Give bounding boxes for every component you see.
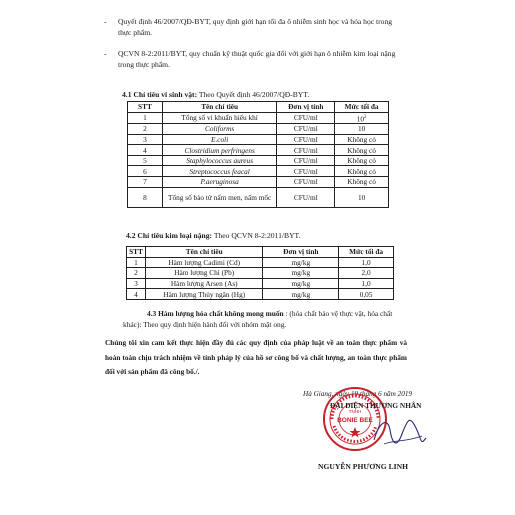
col-header-name: Tên chỉ tiêu (145, 247, 262, 258)
table-row: 3 E.coli CFU/ml Không có (128, 134, 389, 145)
col-header-name: Tên chỉ tiêu (162, 102, 277, 113)
col-header-stt: STT (127, 247, 146, 258)
table-row: 3 Hàm lượng Arsen (As) mg/kg 1,0 (127, 278, 394, 289)
microbiology-table (127, 101, 389, 208)
section-4-1-heading: 4.1 Chỉ tiêu vi sinh vật: Theo Quyết định 46/2007/QĐ-BYT. (122, 90, 310, 99)
representative-name: NGUYỄN PHƯƠNG LINH (318, 462, 409, 471)
table-row: 2 Hàm lượng Chì (Pb) mg/kg 2,0 (127, 268, 394, 279)
table-header-row (127, 247, 394, 258)
col-header-unit: Đơn vị tính (263, 247, 339, 258)
table-row: 1 Tổng số vi khuẩn hiếu khí CFU/ml $10^2$ (128, 112, 389, 123)
table-row: 6 Streptococcus feacal CFU/ml Không có (128, 166, 389, 177)
regulation-bullet-2: - QCVN 8-2:2011/BYT, quy chuẩn kỹ thuật quốc gia đối với giới hạn ô nhiễm kim loại nặng trong thực phẩm. (104, 49, 396, 69)
col-header-max: Mức tối đa (335, 102, 389, 113)
commitment-paragraph: Chúng tôi xin cam kết thực hiện đầy đủ các quy định của pháp luật về an toàn thực phẩm và hoàn toàn chịu trách nhiệm về tính pháp lý của hồ sơ công bố và chất lượng, an toàn thực phẩm đối với sản phẩm đã công bố./. (105, 338, 407, 376)
table-row: 4 Clostridium perfringens CFU/ml Không có (128, 145, 389, 156)
table-header-row (128, 102, 389, 113)
place-date: Hà Giang, ngày 19 tháng 6 năm 2019 (303, 390, 413, 398)
bullet-dash: - (104, 49, 107, 58)
heavy-metals-table (126, 246, 394, 300)
regulation-bullet-1: - Quyết định 46/2007/QĐ-BYT, quy định giới hạn tối đa ô nhiễm sinh học và hóa học trong thực phẩm. (104, 17, 393, 37)
col-header-unit: Đơn vị tính (277, 102, 335, 113)
table-row: 2 Coliforms CFU/ml 10 (128, 124, 389, 135)
section-4-2-heading: 4.2 Chỉ tiêu kim loại nặng: Theo QCVN 8-2:2011/BYT. (126, 231, 301, 240)
section-4-3-line-2: khác): Theo quy định hiện hành đối với nhóm mặt ong. (123, 320, 287, 329)
section-4-3-line-1: 4.3 Hàm lượng hóa chất không mong muốn : (hóa chất bảo vệ thực vật, hóa chất (147, 309, 393, 318)
table-row: 8 Tổng số bào tử nấm men, nấm mốc CFU/ml 10 (128, 187, 389, 207)
table-row: 5 Staphylococcus aureus CFU/ml Không có (128, 155, 389, 166)
representative-title: ĐẠI DIỆN THƯƠNG NHÂN (330, 401, 422, 410)
seal-brand-text: BONIE BEE (337, 417, 373, 424)
table-row: 1 Hàm lượng Cadimi (Cd) mg/kg 1,0 (127, 257, 394, 268)
seal-small-text: TNHH (348, 409, 362, 414)
table-row: 7 P.aeruginosa CFU/ml Không có (128, 176, 389, 187)
bullet-dash: - (104, 17, 107, 26)
col-header-stt: STT (128, 102, 163, 113)
col-header-max: Mức tối đa (339, 247, 394, 258)
signature-scribble (370, 410, 430, 456)
table-row: 4 Hàm lượng Thủy ngân (Hg) mg/kg 0,05 (127, 289, 394, 300)
